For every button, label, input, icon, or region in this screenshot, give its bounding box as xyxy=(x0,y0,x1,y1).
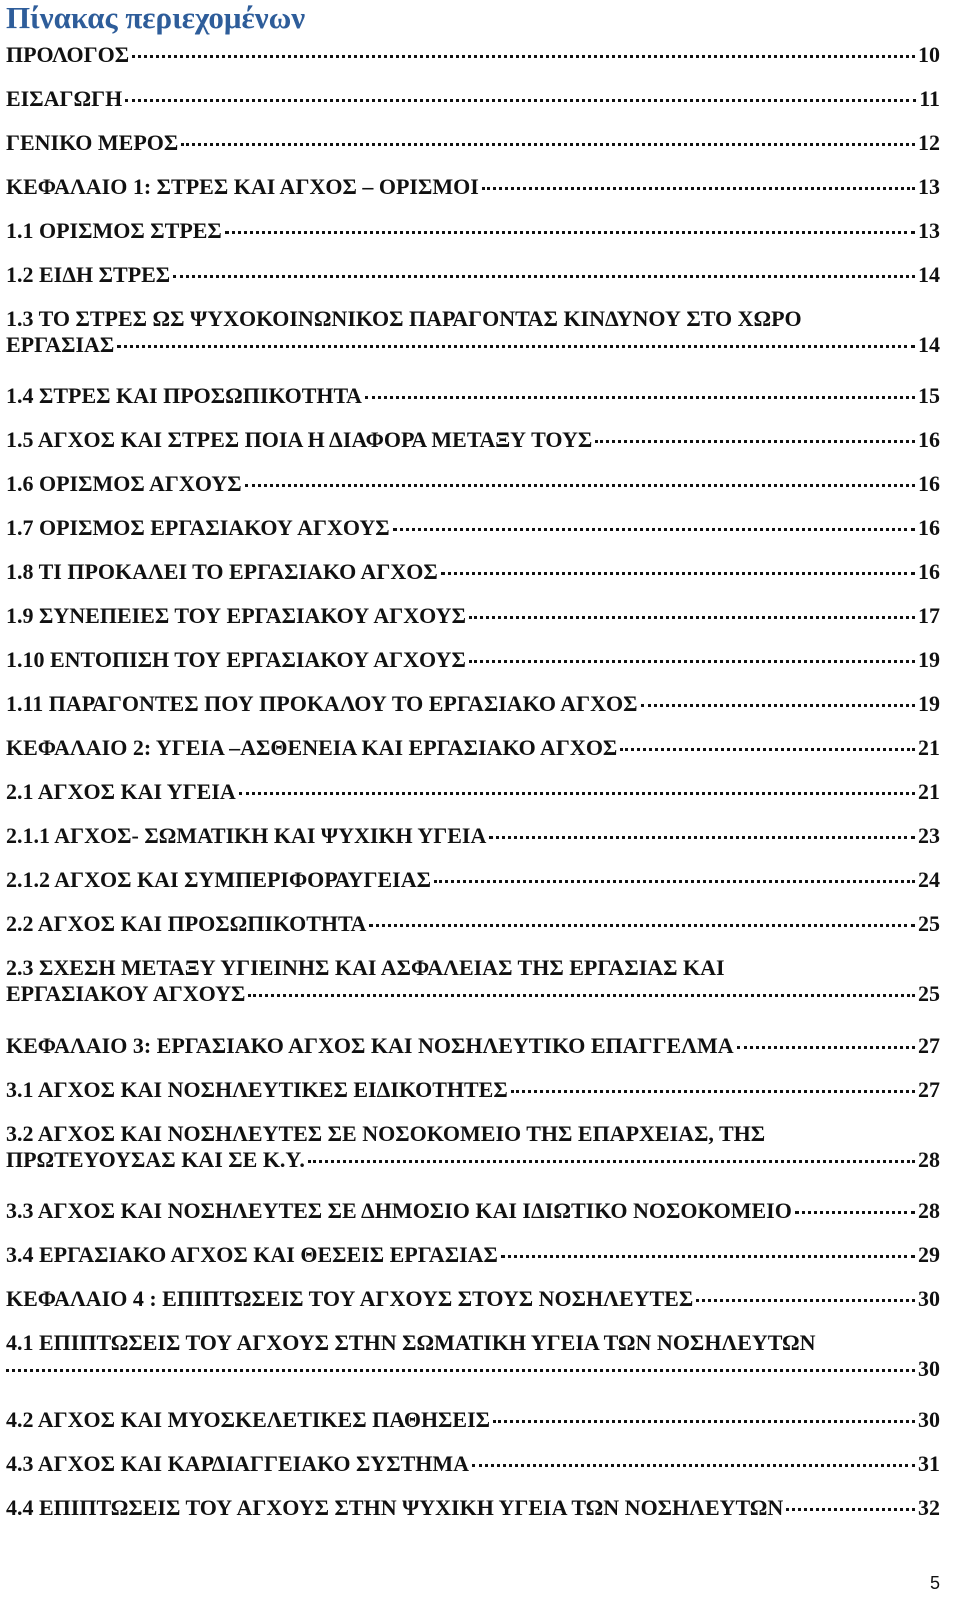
toc-entry[interactable] xyxy=(6,427,940,453)
toc-entry-page: 16 xyxy=(918,471,940,496)
toc-entry-title: 1.5 ΑΓΧΟΣ ΚΑΙ ΣΤΡΕΣ ΠΟΙΑ Η ΔΙΑΦΟΡΑ ΜΕΤΑΞΥ ΤΟΥΣ xyxy=(6,427,593,452)
toc-entry-line xyxy=(6,1286,940,1312)
toc-entry[interactable] xyxy=(6,691,940,717)
toc-entry-title: 1.4 ΣΤΡΕΣ ΚΑΙ ΠΡΟΣΩΠΙΚΟΤΗΤΑ xyxy=(6,383,362,408)
toc-entry[interactable] xyxy=(6,471,940,497)
toc-dot-leader xyxy=(117,345,915,348)
toc-entry[interactable] xyxy=(6,1242,940,1268)
toc-entry-page: 31 xyxy=(918,1451,940,1476)
toc-entry-title-line: 3.2 ΑΓΧΟΣ ΚΑΙ ΝΟΣΗΛΕΥΤΕΣ ΣΕ ΝΟΣΟΚΟΜΕΙΟ ΤΗΣ ΕΠΑΡΧΕΙΑΣ, ΤΗΣ xyxy=(6,1121,766,1146)
toc-dot-leader xyxy=(501,1255,915,1258)
toc-dot-leader xyxy=(441,572,915,575)
toc-entry-line xyxy=(6,1495,940,1521)
toc-entry-page: 25 xyxy=(918,911,940,936)
toc-entry-title: 1.8 ΤΙ ΠΡΟΚΑΛΕΙ ΤΟ ΕΡΓΑΣΙΑΚΟ ΑΓΧΟΣ xyxy=(6,559,438,584)
toc-entry-line xyxy=(6,1033,940,1059)
toc-entry-title: ΕΡΓΑΣΙΑΣ xyxy=(6,332,115,357)
toc-dot-leader xyxy=(595,440,915,443)
toc-entry-line xyxy=(6,779,940,805)
toc-entry-line xyxy=(6,1198,940,1224)
toc-entry-line xyxy=(6,383,940,409)
toc-entry-line xyxy=(6,867,940,893)
toc-entry-line xyxy=(6,823,940,849)
toc-entry-title: ΕΡΓΑΣΙΑΚΟΥ ΑΓΧΟΥΣ xyxy=(6,981,246,1006)
toc-entry-page: 11 xyxy=(919,86,940,111)
toc-entry-page: 19 xyxy=(918,691,940,716)
toc-entry-title: 2.1.2 ΑΓΧΟΣ ΚΑΙ ΣΥΜΠΕΡΙΦΟΡΑΥΓΕΙΑΣ xyxy=(6,867,431,892)
toc-entry-title: 1.10 ΕΝΤΟΠΙΣΗ ΤΟΥ ΕΡΓΑΣΙΑΚΟΥ ΑΓΧΟΥΣ xyxy=(6,647,466,672)
toc-entry-title: 1.6 ΟΡΙΣΜΟΣ ΑΓΧΟΥΣ xyxy=(6,471,242,496)
toc-entry[interactable] xyxy=(6,1407,940,1433)
toc-entry[interactable] xyxy=(6,1121,940,1173)
toc-entry[interactable] xyxy=(6,1286,940,1312)
toc-dot-leader xyxy=(225,231,915,234)
toc-dot-leader xyxy=(369,924,915,927)
toc-entry[interactable] xyxy=(6,779,940,805)
toc-entry[interactable] xyxy=(6,383,940,409)
toc-entry-line xyxy=(6,691,940,717)
toc-dot-leader xyxy=(393,528,915,531)
toc-entry[interactable] xyxy=(6,218,940,244)
toc-entry-line xyxy=(6,262,940,288)
toc-entry-page: 10 xyxy=(918,42,940,67)
toc-entry-line xyxy=(6,1407,940,1433)
toc-entry[interactable] xyxy=(6,174,940,200)
toc-entry-page: 12 xyxy=(918,130,940,155)
toc-entry-page: 17 xyxy=(918,603,940,628)
toc-entry-line xyxy=(6,332,940,358)
toc-entry-page: 16 xyxy=(918,427,940,452)
toc-entry-page: 30 xyxy=(918,1356,940,1381)
toc-entry-title: 1.1 ΟΡΙΣΜΟΣ ΣΤΡΕΣ xyxy=(6,218,222,243)
toc-entry-title: 1.2 ΕΙΔΗ ΣΤΡΕΣ xyxy=(6,262,171,287)
toc-entry-title: ΚΕΦΑΛΑΙΟ 3: ΕΡΓΑΣΙΑΚΟ ΑΓΧΟΣ ΚΑΙ ΝΟΣΗΛΕΥΤΙΚΟ ΕΠΑΓΓΕΛΜΑ xyxy=(6,1033,734,1058)
toc-entry-page: 13 xyxy=(918,174,940,199)
toc-entry-line xyxy=(6,218,940,244)
toc-entry-page: 30 xyxy=(918,1407,940,1432)
toc-entry-title: 2.1.1 ΑΓΧΟΣ- ΣΩΜΑΤΙΚΗ ΚΑΙ ΨΥΧΙΚΗ ΥΓΕΙΑ xyxy=(6,823,487,848)
toc-dot-leader xyxy=(696,1299,915,1302)
toc-dot-leader xyxy=(181,143,915,146)
toc-entry-line xyxy=(6,1147,940,1173)
toc-dot-leader xyxy=(173,275,915,278)
toc-entry-page: 23 xyxy=(918,823,940,848)
toc-entry-line xyxy=(6,42,940,68)
toc-entry[interactable] xyxy=(6,823,940,849)
toc-entry-line xyxy=(6,130,940,156)
toc-entry-line xyxy=(6,86,940,112)
toc-entry[interactable] xyxy=(6,306,940,358)
toc-dot-leader xyxy=(469,660,915,663)
toc-dot-leader xyxy=(482,187,915,190)
toc-entry-line xyxy=(6,427,940,453)
toc-entry[interactable] xyxy=(6,1077,940,1103)
toc-entry-title: ΠΡΩΤΕΥΟΥΣΑΣ ΚΑΙ ΣΕ Κ.Υ. xyxy=(6,1147,305,1172)
toc-entry-title: 3.4 ΕΡΓΑΣΙΑΚΟ ΑΓΧΟΣ ΚΑΙ ΘΕΣΕΙΣ ΕΡΓΑΣΙΑΣ xyxy=(6,1242,498,1267)
toc-entry[interactable] xyxy=(6,1198,940,1224)
toc-dot-leader xyxy=(620,748,915,751)
toc-dot-leader xyxy=(493,1420,915,1423)
toc-entry-page: 25 xyxy=(918,981,940,1006)
toc-entry-title-line: 2.3 ΣΧΕΣΗ ΜΕΤΑΞΥ ΥΓΙΕΙΝΗΣ ΚΑΙ ΑΣΦΑΛΕΙΑΣ ΤΗΣ ΕΡΓΑΣΙΑΣ ΚΑΙ xyxy=(6,955,725,980)
toc-entry-title: ΠΡΟΛΟΓΟΣ xyxy=(6,42,130,67)
toc-dot-leader xyxy=(795,1211,915,1214)
toc-entry-page: 15 xyxy=(918,383,940,408)
toc-entry-title: 1.9 ΣΥΝΕΠΕΙΕΣ ΤΟΥ ΕΡΓΑΣΙΑΚΟΥ ΑΓΧΟΥΣ xyxy=(6,603,466,628)
toc-entry-line xyxy=(6,471,940,497)
toc-entry-page: 21 xyxy=(918,779,940,804)
toc-entry[interactable] xyxy=(6,1330,940,1382)
toc-entry-line xyxy=(6,1242,940,1268)
toc-entry[interactable] xyxy=(6,1495,940,1521)
toc-entry-title: 2.2 ΑΓΧΟΣ ΚΑΙ ΠΡΟΣΩΠΙΚΟΤΗΤΑ xyxy=(6,911,367,936)
toc-dot-leader xyxy=(511,1090,915,1093)
toc-dot-leader xyxy=(245,484,915,487)
toc-entry-page: 14 xyxy=(918,332,940,357)
toc-entry[interactable] xyxy=(6,603,940,629)
toc-entry-line xyxy=(6,515,940,541)
toc-entry-page: 27 xyxy=(918,1077,940,1102)
toc-entry[interactable] xyxy=(6,1451,940,1477)
toc-dot-leader xyxy=(489,836,915,839)
toc-entry-title-line: 1.3 ΤΟ ΣΤΡΕΣ ΩΣ ΨΥΧΟΚΟΙΝΩΝΙΚΟΣ ΠΑΡΑΓΟΝΤΑΣ ΚΙΝΔΥΝΟΥ ΣΤΟ ΧΩΡΟ xyxy=(6,306,802,331)
toc-entry-line xyxy=(6,911,940,937)
toc-entry-line xyxy=(6,647,940,673)
toc-entry[interactable] xyxy=(6,735,940,761)
toc-entry-title: ΚΕΦΑΛΑΙΟ 4 : ΕΠΙΠΤΩΣΕΙΣ ΤΟΥ ΑΓΧΟΥΣ ΣΤΟΥΣ ΝΟΣΗΛΕΥΤΕΣ xyxy=(6,1286,694,1311)
toc-entry-page: 16 xyxy=(918,515,940,540)
toc-dot-leader xyxy=(6,1369,915,1372)
toc-entry-page: 32 xyxy=(918,1495,940,1520)
toc-entry[interactable] xyxy=(6,86,940,112)
toc-dot-leader xyxy=(132,55,915,58)
toc-entry-page: 28 xyxy=(918,1198,940,1223)
toc-dot-leader xyxy=(248,994,915,997)
toc-entry-line xyxy=(6,1356,940,1382)
toc-dot-leader xyxy=(641,704,916,707)
toc-entry-title: 4.2 ΑΓΧΟΣ ΚΑΙ ΜΥΟΣΚΕΛΕΤΙΚΕΣ ΠΑΘΗΣΕΙΣ xyxy=(6,1407,491,1432)
toc-entry-page: 13 xyxy=(918,218,940,243)
toc-dot-leader xyxy=(239,792,915,795)
toc-dot-leader xyxy=(125,99,916,102)
toc-entry-page: 19 xyxy=(918,647,940,672)
toc-entry-title: ΕΙΣΑΓΩΓΗ xyxy=(6,86,123,111)
toc-entry[interactable] xyxy=(6,559,940,585)
toc-entry-title: 4.3 ΑΓΧΟΣ ΚΑΙ ΚΑΡΔΙΑΓΓΕΙΑΚΟ ΣΥΣΤΗΜΑ xyxy=(6,1451,470,1476)
toc-dot-leader xyxy=(308,1160,915,1163)
page-number: 5 xyxy=(929,1573,940,1593)
toc-entry[interactable] xyxy=(6,130,940,156)
toc-dot-leader xyxy=(469,616,915,619)
toc-entry[interactable] xyxy=(6,955,940,1007)
toc-entry-line xyxy=(6,174,940,200)
toc-entry-title: ΓΕΝΙΚΟ ΜΕΡΟΣ xyxy=(6,130,179,155)
toc-entry-line xyxy=(6,559,940,585)
toc-entry[interactable] xyxy=(6,42,940,68)
toc-entry-page: 21 xyxy=(918,735,940,760)
toc-entry-page: 28 xyxy=(918,1147,940,1172)
toc-entry-page: 27 xyxy=(918,1033,940,1058)
toc-dot-leader xyxy=(472,1464,915,1467)
toc-entry-line xyxy=(6,1077,940,1103)
toc-dot-leader xyxy=(737,1046,915,1049)
toc-entry-title: 2.1 ΑΓΧΟΣ ΚΑΙ ΥΓΕΙΑ xyxy=(6,779,236,804)
toc-entry-title: 1.11 ΠΑΡΑΓΟΝΤΕΣ ΠΟΥ ΠΡΟΚΑΛΟΥ ΤΟ ΕΡΓΑΣΙΑΚΟ ΑΓΧΟΣ xyxy=(6,691,638,716)
toc-entry-page: 29 xyxy=(918,1242,940,1267)
toc-entry[interactable] xyxy=(6,515,940,541)
toc-dot-leader xyxy=(786,1508,915,1511)
toc-entry-page: 16 xyxy=(918,559,940,584)
toc-title: Πίνακας περιεχομένων xyxy=(6,0,306,35)
toc-entry[interactable] xyxy=(6,867,940,893)
toc-entry-title-line: 4.1 ΕΠΙΠΤΩΣΕΙΣ ΤΟΥ ΑΓΧΟΥΣ ΣΤΗΝ ΣΩΜΑΤΙΚΗ ΥΓΕΙΑ ΤΩΝ ΝΟΣΗΛΕΥΤΩΝ xyxy=(6,1330,816,1355)
toc-entry-line xyxy=(6,981,940,1007)
toc-entry[interactable] xyxy=(6,262,940,288)
toc-entry[interactable] xyxy=(6,1033,940,1059)
toc-entry-line xyxy=(6,735,940,761)
toc-entry-title: ΚΕΦΑΛΑΙΟ 2: ΥΓΕΙΑ –ΑΣΘΕΝΕΙΑ ΚΑΙ ΕΡΓΑΣΙΑΚΟ ΑΓΧΟΣ xyxy=(6,735,618,760)
toc-entry-line xyxy=(6,1451,940,1477)
toc-entry-title: ΚΕΦΑΛΑΙΟ 1: ΣΤΡΕΣ ΚΑΙ ΑΓΧΟΣ – ΟΡΙΣΜΟΙ xyxy=(6,174,479,199)
toc-entry-title: 1.7 ΟΡΙΣΜΟΣ ΕΡΓΑΣΙΑΚΟΥ ΑΓΧΟΥΣ xyxy=(6,515,390,540)
toc-entry[interactable] xyxy=(6,647,940,673)
toc-entry-title: 3.1 ΑΓΧΟΣ ΚΑΙ ΝΟΣΗΛΕΥΤΙΚΕΣ ΕΙΔΙΚΟΤΗΤΕΣ xyxy=(6,1077,508,1102)
toc-entry-page: 14 xyxy=(918,262,940,287)
toc-entry-page: 30 xyxy=(918,1286,940,1311)
toc-dot-leader xyxy=(365,396,915,399)
toc-entry-page: 24 xyxy=(918,867,940,892)
toc-dot-leader xyxy=(434,880,915,883)
toc-entry-title: 3.3 ΑΓΧΟΣ ΚΑΙ ΝΟΣΗΛΕΥΤΕΣ ΣΕ ΔΗΜΟΣΙΟ ΚΑΙ ΙΔΙΩΤΙΚΟ ΝΟΣΟΚΟΜΕΙΟ xyxy=(6,1198,792,1223)
toc-entry[interactable] xyxy=(6,911,940,937)
toc-entry-line xyxy=(6,603,940,629)
toc-entry-title: 4.4 ΕΠΙΠΤΩΣΕΙΣ ΤΟΥ ΑΓΧΟΥΣ ΣΤΗΝ ΨΥΧΙΚΗ ΥΓΕΙΑ ΤΩΝ ΝΟΣΗΛΕΥΤΩΝ xyxy=(6,1495,784,1520)
